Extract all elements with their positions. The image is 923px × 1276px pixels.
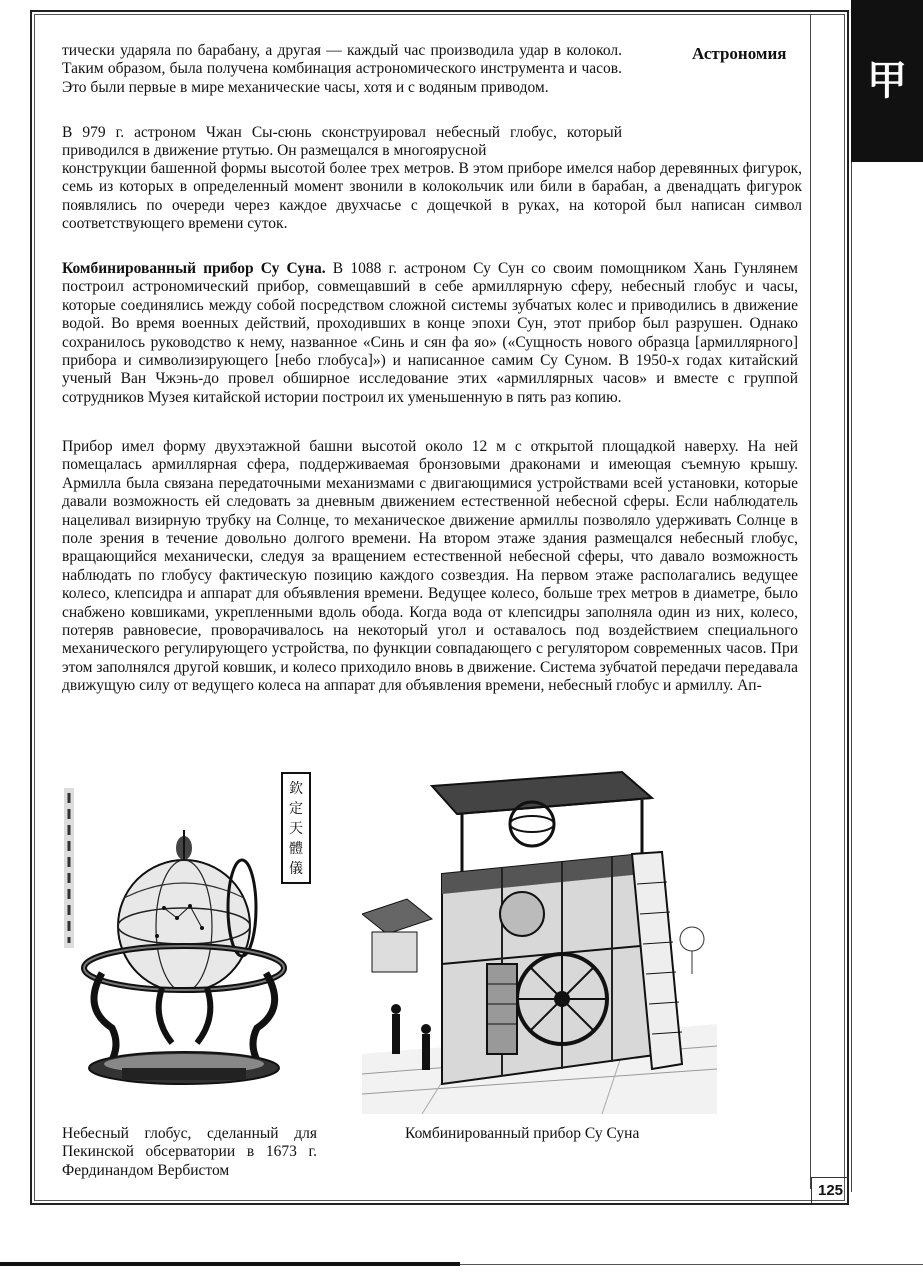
side-rule [810, 14, 811, 1189]
side-line [851, 162, 852, 1192]
section-tab [851, 0, 923, 162]
globe-caption: Небесный глобус, сделанный для Пекинской обсерватории в 1673 г. Фердинандом Вербистом [62, 1125, 317, 1179]
tower-caption: Комбинированный прибор Су Суна [405, 1125, 640, 1142]
scan-edge-line [460, 1264, 923, 1265]
svg-text:天: 天 [289, 821, 303, 837]
section-header: Астрономия [692, 44, 787, 63]
paragraph-3-body: В 1088 г. астроном Су Сун со своим помощником Хань Гунлянем построил астрономический прибор, совмещавший в себе армиллярную сферу, небесный глобус и часы, которые соединялись между собой посредством сложной системы зубчатых колес и приводились в движение водой. Во время военных действий, проходивших в конце эпохи Сун, этот прибор был разрушен. Однако сохранилось руководство к нему, названное «Синь и сян фа яо» («Сущность нового образца [армиллярного] прибора и символизирующего [небо глобуса]») и написанное самим Су Суном. В 1950-х годах китайский ученый Ван Чжэнь-до провел обширное исследование этих «армиллярных часов» и вместе с группой сотрудников Музея китайской истории построил их уменьшенную в пять раз копию. [62, 260, 798, 406]
scan-edge-bar [0, 1262, 460, 1266]
svg-text:儀: 儀 [289, 861, 303, 877]
paragraph-3 [62, 260, 798, 407]
paragraph-4: Прибор имел форму двухэтажной башни высотой около 12 м с открытой площадкой наверху. На ней помещалась армиллярная сфера, поддерживаемая бронзовыми драконами и имеющая съемную крышу. Армилла была связана передаточными механизмами с двигающимися устройствами всей установки, которые давали возможность ей следовать за дневным движением естественной небесной сферы. Если наблюдатель нацеливал визирную трубку на Солнце, то механическое движение армиллы позволяло удерживать Солнце в поле зрения в течение довольно долгого времени. На втором этаже здания размещался небесный глобус, вращающийся механически, следуя за вращением естественной небесной сферы, что давало возможность наблюдать по глобусу фактическую позицию каждого созвездия. На первом этаже располагались ведущее колесо, клепсидра и аппарат для объявления времени. Ведущее колесо, больше трех метров в диаметре, было снабжено ковшиками, укрепленными вдоль обода. Когда вода от клепсидры заполняла один из них, колесо, потеряв равновесие, проворачивалось на некоторый угол и оставалось под воздействием специального механического регулирующего устройства, по функции совпадающего с регулятором современных часов. При этом заполнялся другой ковшик, и колесо приходило вновь в движение. Система зубчатой передачи передавала движущую силу от ведущего колеса на аппарат для объявления времени, небесный глобус и армиллу. Ап- [62, 438, 798, 695]
svg-text:定: 定 [289, 801, 303, 817]
su-song-tower-figure [362, 764, 717, 1114]
svg-text:欽: 欽 [289, 781, 303, 797]
svg-text:體: 體 [289, 841, 303, 857]
celestial-globe-figure [62, 768, 312, 1113]
paragraph-2b: конструкции башенной формы высотой более трех метров. В этом приборе имелся набор деревянных фигурок, семь из которых в определенный момент звонили в колокольчик или били в барабан, а двенадцать фигурок появлялись по очереди через каждое двухчасье с дощечкой в руках, на которой был написан символ соответствующего времени суток. [62, 160, 802, 233]
paragraph-1: тически ударяла по барабану, а другая — каждый час производила удар в колокол. Таким образом, была получена комбинация астрономического инструмента и часов. Это были первые в мире механические часы, хотя и с водяным приводом. [62, 42, 622, 96]
page-number: 125 [811, 1177, 849, 1203]
celestial-globe-illustration [62, 768, 312, 1113]
paragraph-2a: В 979 г. астроном Чжан Сы-сюнь сконструировал небесный глобус, который приводился в движение ртутью. Он размещался в многоярусной [62, 124, 622, 160]
su-song-tower-illustration [362, 764, 717, 1114]
paragraph-3-lead: Комбинированный прибор Су Суна. [62, 260, 326, 277]
section-tab-glyph: 甲 [867, 58, 907, 104]
